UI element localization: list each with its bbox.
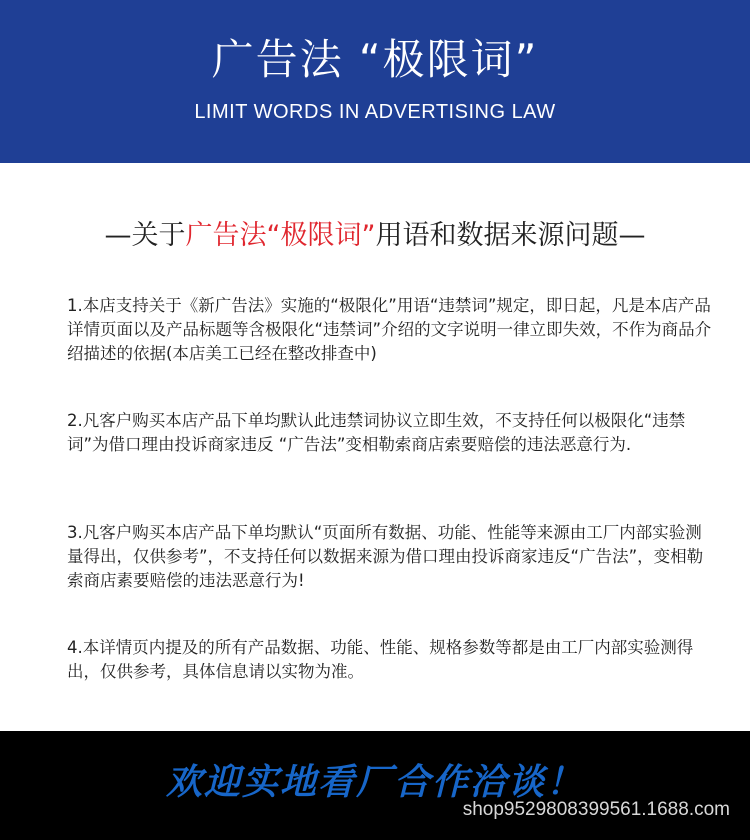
paragraph-1: 1.本店支持关于《新广告法》实施的“极限化”用语“违禁词”规定，即日起，凡是本店产品详情页面以及产品标题等含极限化“违禁词”介绍的文字说明一律立即失效，不作为商品介绍描述的依据(本店美工已经在整改排查中) xyxy=(67,296,712,363)
paragraph-2: 2.凡客户购买本店产品下单均默认此违禁词协议立即生效，不支持任何以极限化“违禁词”为借口理由投诉商家违反 “广告法”变相勒索商店索要赔偿的违法恶意行为. xyxy=(67,411,686,454)
section-title-suffix: 用语和数据来源问题— xyxy=(375,220,646,251)
paragraph-3: 3.凡客户购买本店产品下单均默认“页面所有数据、功能、性能等来源由工厂内部实验测量得出，仅供参考”，不支持任何以数据来源为借口理由投诉商家违反“广告法”，变相勒索商店素要赔偿的违法恶意行为! xyxy=(67,523,704,590)
page-title: 广告法 “极限词” xyxy=(211,35,539,84)
paragraph-4: 4.本详情页内提及的所有产品数据、功能、性能、规格参数等都是由工厂内部实验测得出，仅供参考，具体信息请以实物为准。 xyxy=(67,638,694,681)
shop-url-watermark: shop9529808399561.1688.com xyxy=(462,799,730,820)
footer-slogan: 欢迎实地看厂合作洽谈！ xyxy=(165,762,584,803)
page-subtitle: LIMIT WORDS IN ADVERTISING LAW xyxy=(194,101,556,123)
section-title xyxy=(0,214,750,258)
section-title-prefix: —关于 xyxy=(104,220,186,251)
section-title-highlight: 广告法“极限词” xyxy=(185,220,376,251)
header-banner xyxy=(0,0,750,163)
